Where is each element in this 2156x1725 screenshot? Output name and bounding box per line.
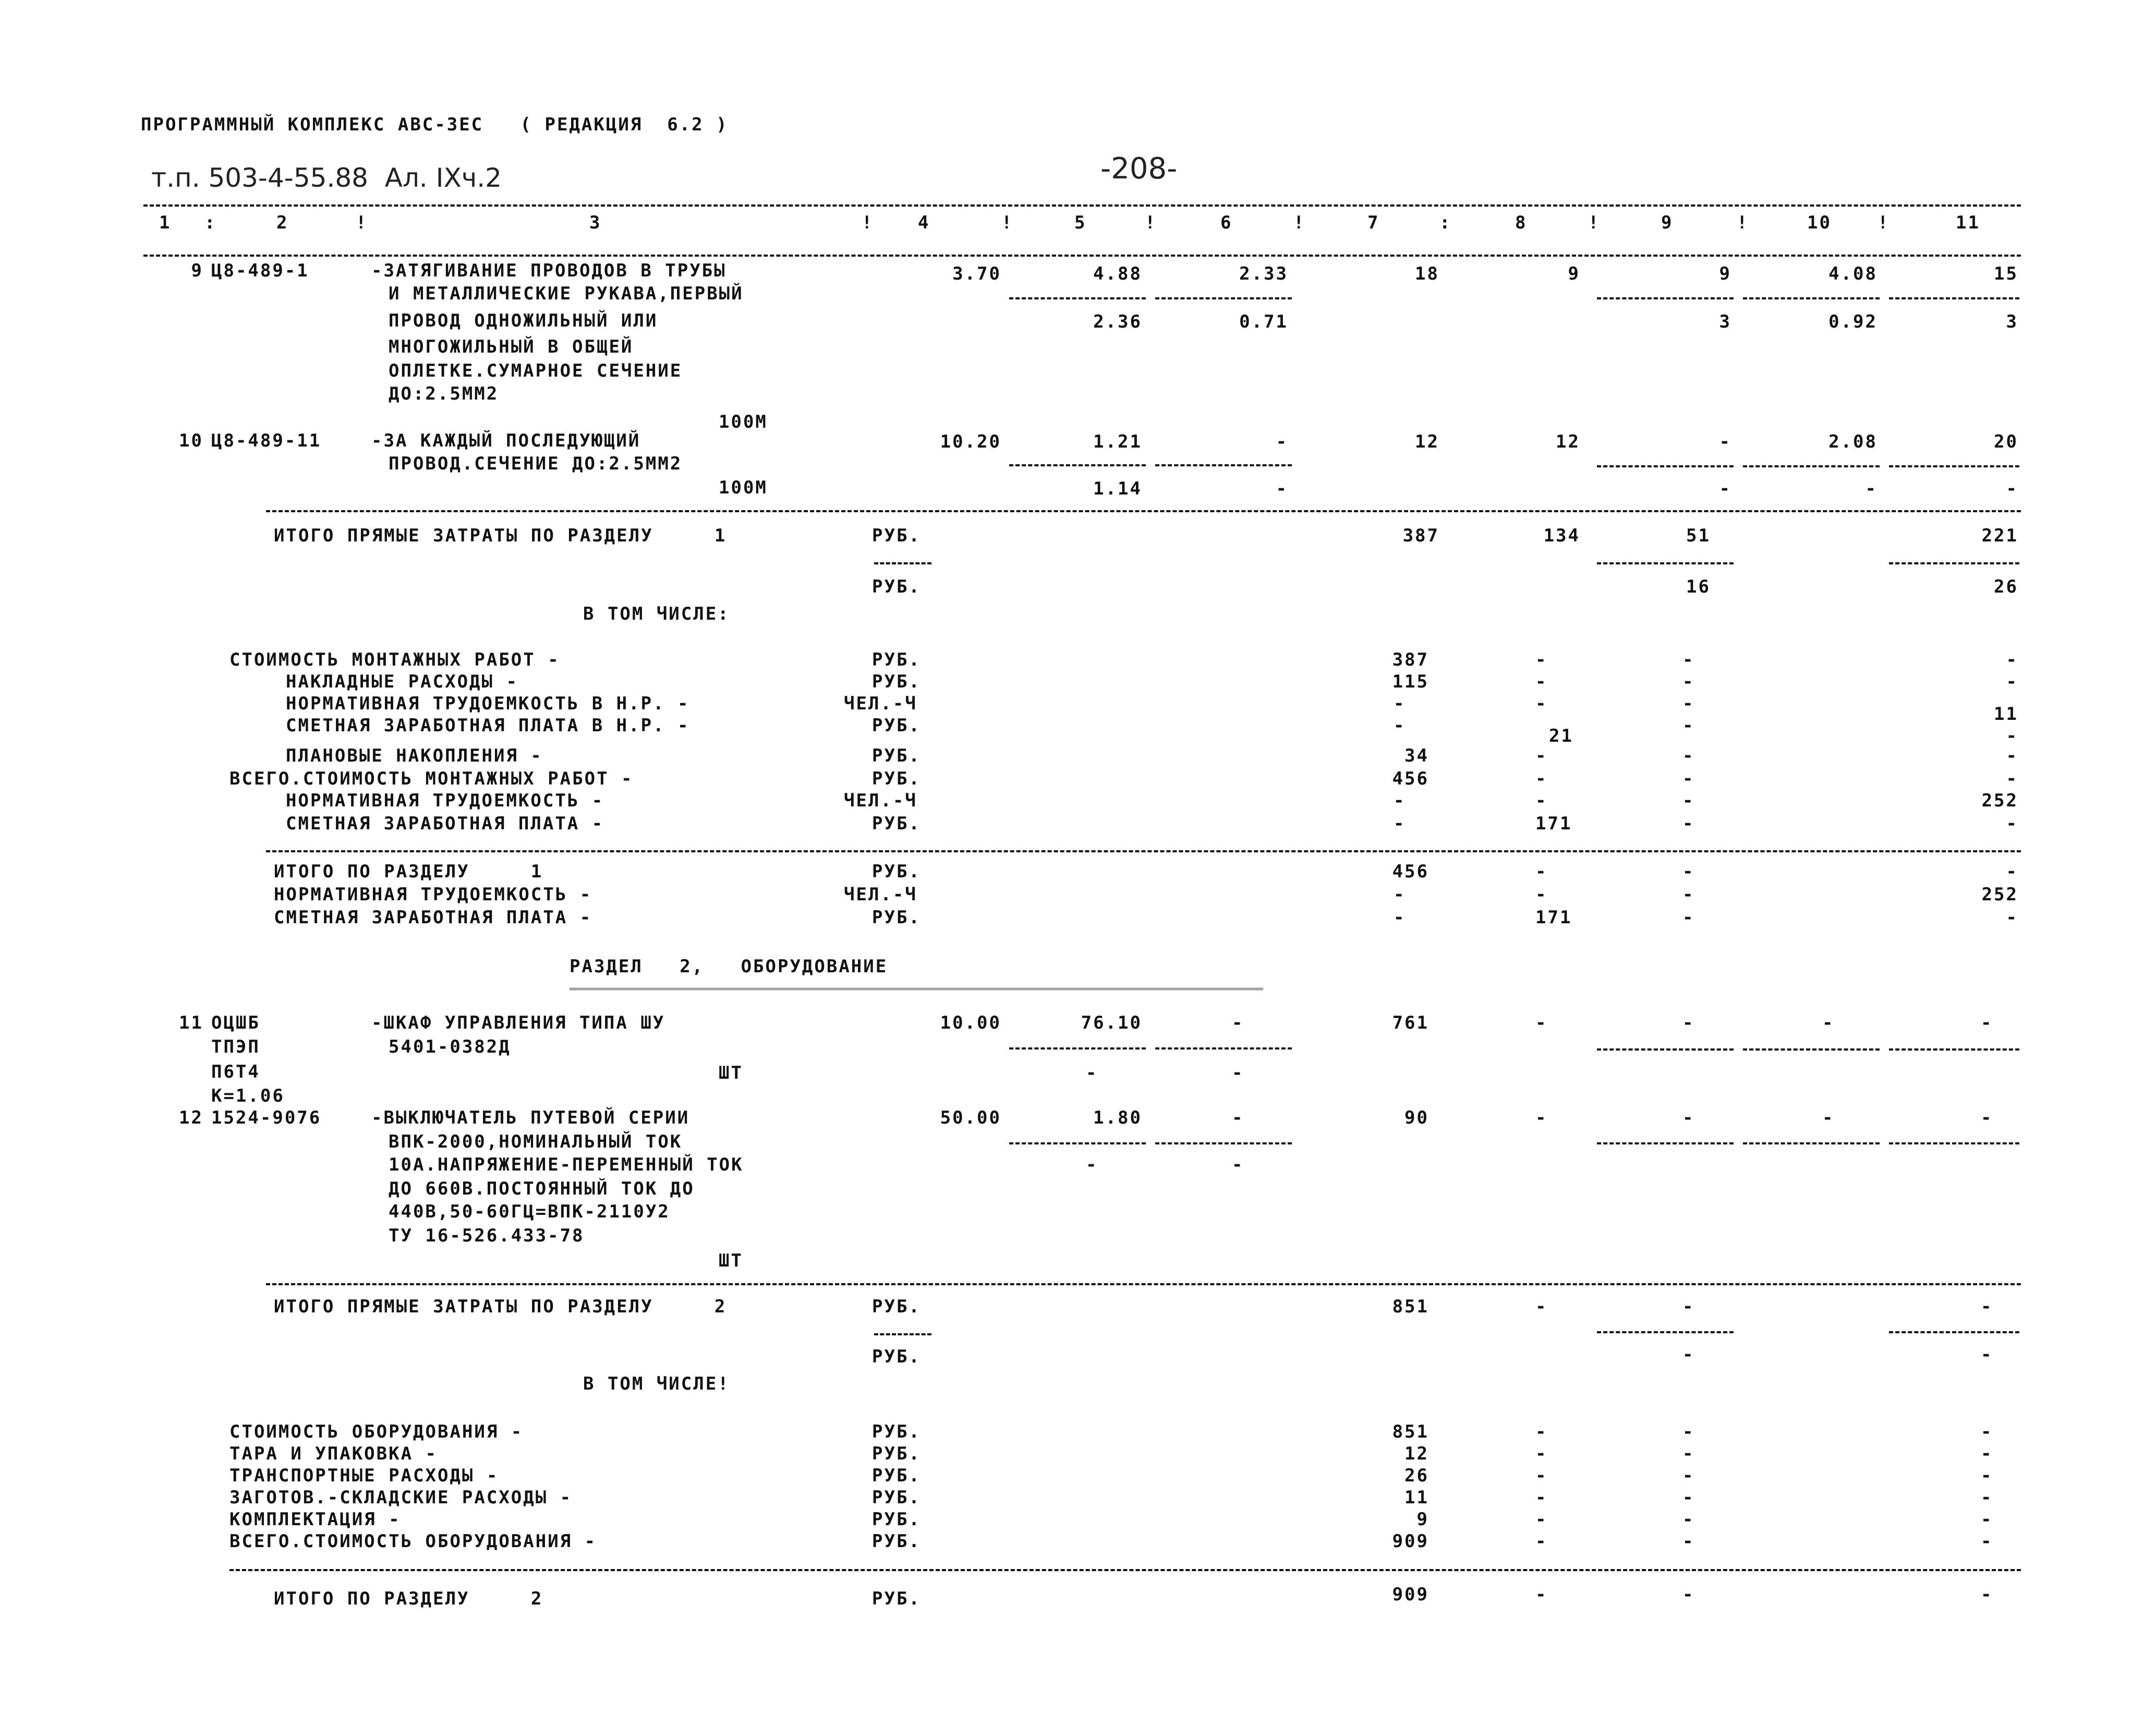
breakdown-cost: 851: [1392, 1421, 1429, 1442]
machine-cost: 9: [1719, 263, 1731, 284]
unit-rub: РУБ.: [872, 1296, 921, 1317]
separator: [874, 562, 931, 564]
rate-code: ТПЭП: [211, 1036, 260, 1057]
breakdown-c11: -: [2006, 768, 2018, 789]
final-total-c11: -: [1981, 1584, 1993, 1605]
separator: [570, 988, 1263, 993]
separator: [1597, 1048, 1734, 1051]
separator: [266, 510, 2021, 512]
breakdown-unit: РУБ.: [872, 1487, 921, 1508]
total-wage: -: [1535, 1012, 1548, 1033]
separator: [1743, 1048, 1880, 1051]
breakdown-cost: 34: [1404, 745, 1429, 766]
breakdown-c11: -: [1981, 1443, 1993, 1464]
breakdown-unit: РУБ.: [872, 813, 921, 834]
breakdown-c8: -: [1535, 1421, 1548, 1442]
labor-total-sub: 26: [1994, 576, 2018, 597]
breakdown-c9: -: [1682, 1531, 1695, 1552]
col-header-sep: !: [862, 212, 874, 233]
total-direct-label: ИТОГО ПРЯМЫЕ ЗАТРАТЫ ПО РАЗДЕЛУ 2: [274, 1296, 727, 1317]
labor-total: 15: [1994, 263, 2018, 284]
breakdown-c9: -: [1682, 671, 1695, 692]
separator: [1155, 1047, 1292, 1050]
breakdown-unit: РУБ.: [872, 715, 921, 736]
breakdown-cost: 26: [1404, 1465, 1429, 1486]
section-total-c11: -: [2006, 861, 2018, 882]
separator: [1155, 1142, 1292, 1144]
separator: [1889, 1142, 2019, 1144]
breakdown-label: ЗАГОТОВ.-СКЛАДСКИЕ РАСХОДЫ -: [229, 1487, 573, 1508]
breakdown-unit: РУБ.: [872, 745, 921, 766]
row-number: 11: [179, 1012, 203, 1033]
rate-code: Ц8-489-1: [211, 260, 309, 281]
col-header-6: 6: [1220, 212, 1233, 233]
breakdown-label: ВСЕГО.СТОИМОСТЬ ОБОРУДОВАНИЯ -: [229, 1531, 597, 1552]
section-total-unit: ЧЕЛ.-Ч: [844, 884, 917, 905]
separator: [1889, 1048, 2019, 1051]
breakdown-c9: -: [1682, 649, 1695, 670]
unit-price-sub: 2.36: [1093, 311, 1142, 332]
breakdown-c11: 11: [1994, 704, 2018, 725]
separator: [1009, 1047, 1146, 1050]
col-header-8: 8: [1515, 212, 1528, 233]
total-cost: 90: [1404, 1107, 1429, 1128]
breakdown-c8: -: [1535, 649, 1548, 670]
section-total-c8: -: [1535, 861, 1548, 882]
breakdown-unit: РУБ.: [872, 1531, 921, 1552]
breakdown-c11: -: [1981, 1465, 1993, 1486]
section-total-c8: -: [1535, 884, 1548, 905]
final-total-cost: 909: [1392, 1584, 1429, 1605]
breakdown-c8: 21: [1549, 726, 1573, 746]
separator: [143, 255, 2021, 257]
breakdown-c8: -: [1535, 1509, 1548, 1530]
separator: [1155, 297, 1292, 299]
unit-wage: -: [1232, 1012, 1244, 1033]
labor-total: -: [1981, 1012, 1993, 1033]
rate-code: ОЦШБ: [211, 1012, 260, 1033]
labor-total-sub: -: [2006, 478, 2018, 499]
unit-wage-sub: -: [1232, 1063, 1244, 1083]
program-header: ПРОГРАММНЫЙ КОМПЛЕКС АВС-3ЕС ( РЕДАКЦИЯ 6.2 ): [141, 114, 729, 135]
unit-rub: РУБ.: [872, 576, 921, 597]
section-total-cost: -: [1394, 907, 1406, 928]
section-total-cost: 456: [1392, 861, 1429, 882]
labor-total: 221: [1981, 525, 2018, 546]
col-header-sep: :: [1439, 212, 1452, 233]
unit-measure: 100М: [719, 477, 768, 498]
final-total-c9: -: [1682, 1584, 1695, 1605]
breakdown-cost: -: [1394, 693, 1406, 714]
breakdown-unit: РУБ.: [872, 1443, 921, 1464]
separator: [1889, 465, 2019, 467]
breakdown-label: ВСЕГО.СТОИМОСТЬ МОНТАЖНЫХ РАБОТ -: [229, 768, 634, 789]
breakdown-c9: -: [1682, 790, 1695, 811]
col-header-7: 7: [1367, 212, 1380, 233]
breakdown-c11: -: [1981, 1509, 1993, 1530]
breakdown-cost: 9: [1416, 1509, 1429, 1530]
separator: [874, 1333, 931, 1335]
item-description-line: -ШКАФ УПРАВЛЕНИЯ ТИПА ШУ: [371, 1012, 665, 1033]
total-cost: 18: [1415, 263, 1439, 284]
row-number: 9: [191, 260, 203, 281]
item-description-line: 10А.НАПРЯЖЕНИЕ-ПЕРЕМЕННЫЙ ТОК: [389, 1154, 744, 1175]
unit-wage-sub: -: [1276, 478, 1288, 499]
section-total-c9: -: [1682, 907, 1695, 928]
separator: [1597, 1331, 1734, 1333]
breakdown-unit: РУБ.: [872, 1465, 921, 1486]
total-direct-label: ИТОГО ПРЯМЫЕ ЗАТРАТЫ ПО РАЗДЕЛУ 1: [274, 525, 727, 546]
labor-total: -: [1981, 1107, 1993, 1128]
item-description-line: -ЗА КАЖДЫЙ ПОСЛЕДУЮЩИЙ: [371, 430, 641, 451]
breakdown-cost: 456: [1392, 768, 1429, 789]
section-total-c11: -: [2006, 907, 2018, 928]
unit-wage-sub: -: [1232, 1154, 1244, 1175]
breakdown-c9: -: [1682, 1421, 1695, 1442]
machine-wage: 16: [1686, 576, 1711, 597]
separator: [1597, 465, 1734, 467]
labor-per-unit-sub: -: [1865, 478, 1878, 499]
breakdown-c8: -: [1535, 1465, 1548, 1486]
col-header-sep: !: [1588, 212, 1601, 233]
unit-measure: ШТ: [719, 1063, 743, 1083]
breakdown-label: НОРМАТИВНАЯ ТРУДОЕМКОСТЬ В Н.Р. -: [286, 693, 690, 714]
breakdown-cost: -: [1394, 790, 1406, 811]
unit-price: 1.21: [1093, 431, 1142, 452]
breakdown-unit: РУБ.: [872, 649, 921, 670]
total-cost: 387: [1402, 525, 1439, 546]
item-description-line: ДО:2.5ММ2: [389, 383, 499, 404]
col-header-2: 2: [276, 212, 289, 233]
including-heading: В ТОМ ЧИСЛЕ:: [583, 604, 730, 624]
col-header-3: 3: [589, 212, 602, 233]
item-description-line: ДО 660В.ПОСТОЯННЫЙ ТОК ДО: [389, 1178, 695, 1199]
breakdown-unit: РУБ.: [872, 1421, 921, 1442]
breakdown-c8: -: [1535, 1443, 1548, 1464]
item-description-line: -ВЫКЛЮЧАТЕЛЬ ПУТЕВОЙ СЕРИИ: [371, 1107, 690, 1128]
col-header-sep: !: [1878, 212, 1890, 233]
labor-total: 20: [1994, 431, 2018, 452]
col-header-sep: :: [204, 212, 217, 233]
section-total-c8: 171: [1535, 907, 1572, 928]
breakdown-c11: -: [2006, 726, 2018, 746]
item-description-line: ПРОВОД.СЕЧЕНИЕ ДО:2.5ММ2: [389, 453, 683, 474]
col-header-9: 9: [1661, 212, 1674, 233]
machine-cost: -: [1682, 1107, 1695, 1128]
section-total-c9: -: [1682, 884, 1695, 905]
separator: [1889, 297, 2019, 299]
total-wage: -: [1535, 1107, 1548, 1128]
separator: [143, 204, 2021, 207]
breakdown-c9: -: [1682, 745, 1695, 766]
breakdown-label: ТРАНСПОРТНЫЕ РАСХОДЫ -: [229, 1465, 499, 1486]
unit-price: 76.10: [1081, 1012, 1142, 1033]
col-header-sep: !: [356, 212, 368, 233]
total-cost: 12: [1415, 431, 1439, 452]
breakdown-c11: 252: [1981, 790, 2018, 811]
unit-wage: -: [1276, 431, 1288, 452]
breakdown-c8: -: [1535, 693, 1548, 714]
breakdown-c9: -: [1682, 1465, 1695, 1486]
item-description-line: 440В,50-60ГЦ=ВПК-2110У2: [389, 1201, 670, 1222]
breakdown-label: СТОИМОСТЬ ОБОРУДОВАНИЯ -: [229, 1421, 524, 1442]
breakdown-c11: -: [1981, 1531, 1993, 1552]
col-header-10: 10: [1807, 212, 1832, 233]
breakdown-unit: ЧЕЛ.-Ч: [844, 790, 917, 811]
breakdown-cost: 11: [1404, 1487, 1429, 1508]
labor-per-unit: -: [1822, 1107, 1835, 1128]
section-total-cost: -: [1394, 884, 1406, 905]
separator: [266, 850, 2021, 852]
separator: [1889, 1331, 2019, 1333]
machine-cost: 51: [1686, 525, 1711, 546]
labor-per-unit: 2.08: [1828, 431, 1878, 452]
separator: [1009, 297, 1146, 299]
breakdown-label: КОМПЛЕКТАЦИЯ -: [229, 1509, 401, 1530]
total-wage: -: [1535, 1296, 1548, 1317]
including-heading: В ТОМ ЧИСЛЕ!: [583, 1373, 730, 1394]
breakdown-c8: 171: [1535, 813, 1572, 834]
item-description-line: ОПЛЕТКЕ.СУМАРНОЕ СЕЧЕНИЕ: [389, 360, 683, 381]
col-header-sep: !: [1145, 212, 1157, 233]
unit-rub: РУБ.: [872, 1346, 921, 1367]
breakdown-c9: -: [1682, 1443, 1695, 1464]
item-description-line: -ЗАТЯГИВАНИЕ ПРОВОДОВ В ТРУБЫ: [371, 260, 726, 281]
breakdown-c9: -: [1682, 1509, 1695, 1530]
unit-price: 1.80: [1093, 1107, 1142, 1128]
breakdown-label: СМЕТНАЯ ЗАРАБОТНАЯ ПЛАТА -: [286, 813, 604, 834]
col-header-1: 1: [159, 212, 172, 233]
breakdown-unit: РУБ.: [872, 1509, 921, 1530]
separator: [1743, 1142, 1880, 1144]
machine-cost: -: [1682, 1296, 1695, 1317]
breakdown-cost: 387: [1392, 649, 1429, 670]
breakdown-cost: 12: [1404, 1443, 1429, 1464]
separator: [1009, 1142, 1146, 1144]
breakdown-c9: -: [1682, 813, 1695, 834]
section-total-label: ИТОГО ПО РАЗДЕЛУ 1: [274, 861, 543, 882]
total-cost: 761: [1392, 1012, 1429, 1033]
section-total-unit: РУБ.: [872, 861, 921, 882]
breakdown-c11: -: [2006, 813, 2018, 834]
col-header-4: 4: [918, 212, 930, 233]
unit-price-sub: -: [1086, 1154, 1098, 1175]
section-total-unit: РУБ.: [872, 907, 921, 928]
breakdown-c11: -: [2006, 649, 2018, 670]
total-wage: 12: [1556, 431, 1580, 452]
col-header-sep: !: [1737, 212, 1749, 233]
col-header-5: 5: [1074, 212, 1087, 233]
quantity: 3.70: [952, 263, 1001, 284]
breakdown-c8: -: [1535, 768, 1548, 789]
breakdown-c9: -: [1682, 1487, 1695, 1508]
breakdown-cost: -: [1394, 813, 1406, 834]
item-description-line: ТУ 16-526.433-78: [389, 1225, 585, 1246]
breakdown-c11: -: [2006, 671, 2018, 692]
unit-rub: РУБ.: [872, 525, 921, 546]
breakdown-c8: -: [1535, 1487, 1548, 1508]
machine-cost: -: [1719, 431, 1731, 452]
labor-total-sub: -: [1981, 1344, 1993, 1365]
unit-measure: ШТ: [719, 1250, 743, 1271]
page-number: -208-: [1100, 152, 1178, 186]
section-total-c9: -: [1682, 861, 1695, 882]
breakdown-c11: -: [1981, 1421, 1993, 1442]
machine-wage: 3: [1719, 311, 1731, 332]
total-wage: 134: [1543, 525, 1580, 546]
breakdown-unit: РУБ.: [872, 768, 921, 789]
breakdown-label: СМЕТНАЯ ЗАРАБОТНАЯ ПЛАТА В Н.Р. -: [286, 715, 690, 736]
machine-cost: -: [1682, 1012, 1695, 1033]
breakdown-c8: -: [1535, 671, 1548, 692]
unit-price-sub: -: [1086, 1063, 1098, 1083]
breakdown-c9: -: [1682, 693, 1695, 714]
labor-total-sub: 3: [2006, 311, 2018, 332]
quantity: 10.00: [940, 1012, 1001, 1033]
item-description-line: И МЕТАЛЛИЧЕСКИЕ РУКАВА,ПЕРВЫЙ: [389, 283, 744, 304]
row-number: 12: [179, 1107, 203, 1128]
breakdown-label: НОРМАТИВНАЯ ТРУДОЕМКОСТЬ -: [286, 790, 604, 811]
breakdown-c11: -: [2006, 745, 2018, 766]
machine-wage: -: [1719, 478, 1731, 499]
separator: [229, 1569, 2021, 1571]
breakdown-unit: ЧЕЛ.-Ч: [844, 693, 917, 714]
breakdown-c8: -: [1535, 1531, 1548, 1552]
labor-per-unit: -: [1822, 1012, 1835, 1033]
total-cost: 851: [1392, 1296, 1429, 1317]
machine-wage: -: [1682, 1344, 1695, 1365]
unit-wage: -: [1232, 1107, 1244, 1128]
col-header-11: 11: [1956, 212, 1980, 233]
labor-per-unit: 4.08: [1828, 263, 1878, 284]
separator: [1597, 1142, 1734, 1144]
final-total-unit: РУБ.: [872, 1588, 921, 1609]
breakdown-cost: 115: [1392, 671, 1429, 692]
project-number: т.п. 503-4-55.88 Ал. IXч.2: [151, 163, 502, 193]
section-total-label: НОРМАТИВНАЯ ТРУДОЕМКОСТЬ -: [274, 884, 592, 905]
rate-code: Ц8-489-11: [211, 430, 322, 451]
separator: [1009, 464, 1146, 466]
quantity: 50.00: [940, 1107, 1001, 1128]
breakdown-label: ТАРА И УПАКОВКА -: [229, 1443, 438, 1464]
labor-total: -: [1981, 1296, 1993, 1317]
quantity: 10.20: [940, 431, 1001, 452]
rate-code: 1524-9076: [211, 1107, 322, 1128]
item-description-line: 5401-0382Д: [389, 1036, 511, 1057]
col-header-sep: !: [1293, 212, 1306, 233]
breakdown-label: НАКЛАДНЫЕ РАСХОДЫ -: [286, 671, 518, 692]
unit-wage-sub: 0.71: [1239, 311, 1288, 332]
row-number: 10: [179, 430, 203, 451]
breakdown-cost: -: [1394, 715, 1406, 736]
breakdown-label: СТОИМОСТЬ МОНТАЖНЫХ РАБОТ -: [229, 649, 560, 670]
separator: [1597, 562, 1734, 564]
item-description-line: ВПК-2000,НОМИНАЛЬНЫЙ ТОК: [389, 1131, 683, 1152]
separator: [1743, 297, 1880, 299]
final-total-label: ИТОГО ПО РАЗДЕЛУ 2: [274, 1588, 543, 1609]
labor-per-unit-sub: 0.92: [1828, 311, 1878, 332]
breakdown-c9: -: [1682, 715, 1695, 736]
breakdown-c8: -: [1535, 745, 1548, 766]
section-total-label: СМЕТНАЯ ЗАРАБОТНАЯ ПЛАТА -: [274, 907, 592, 928]
rate-code: П6Т4: [211, 1061, 260, 1082]
breakdown-label: ПЛАНОВЫЕ НАКОПЛЕНИЯ -: [286, 745, 543, 766]
unit-measure: 100М: [719, 412, 768, 432]
breakdown-c9: -: [1682, 768, 1695, 789]
col-header-sep: !: [1001, 212, 1014, 233]
breakdown-cost: 909: [1392, 1531, 1429, 1552]
section-total-c11: 252: [1981, 884, 2018, 905]
separator: [1155, 464, 1292, 466]
breakdown-c11: -: [1981, 1487, 1993, 1508]
item-description-line: ПРОВОД ОДНОЖИЛЬНЫЙ ИЛИ: [389, 310, 658, 331]
separator: [1597, 297, 1734, 299]
item-description-line: МНОГОЖИЛЬНЫЙ В ОБЩЕЙ: [389, 336, 634, 357]
separator: [266, 1283, 2021, 1285]
unit-price: 4.88: [1093, 263, 1142, 284]
final-total-c8: -: [1535, 1584, 1548, 1605]
section-title: РАЗДЕЛ 2, ОБОРУДОВАНИЕ: [570, 956, 888, 977]
unit-wage: 2.33: [1239, 263, 1288, 284]
total-wage: 9: [1568, 263, 1580, 284]
breakdown-unit: РУБ.: [872, 671, 921, 692]
separator: [1743, 465, 1880, 467]
separator: [1889, 562, 2019, 564]
unit-price-sub: 1.14: [1093, 478, 1142, 499]
breakdown-c8: -: [1535, 790, 1548, 811]
rate-code: К=1.06: [211, 1085, 285, 1106]
